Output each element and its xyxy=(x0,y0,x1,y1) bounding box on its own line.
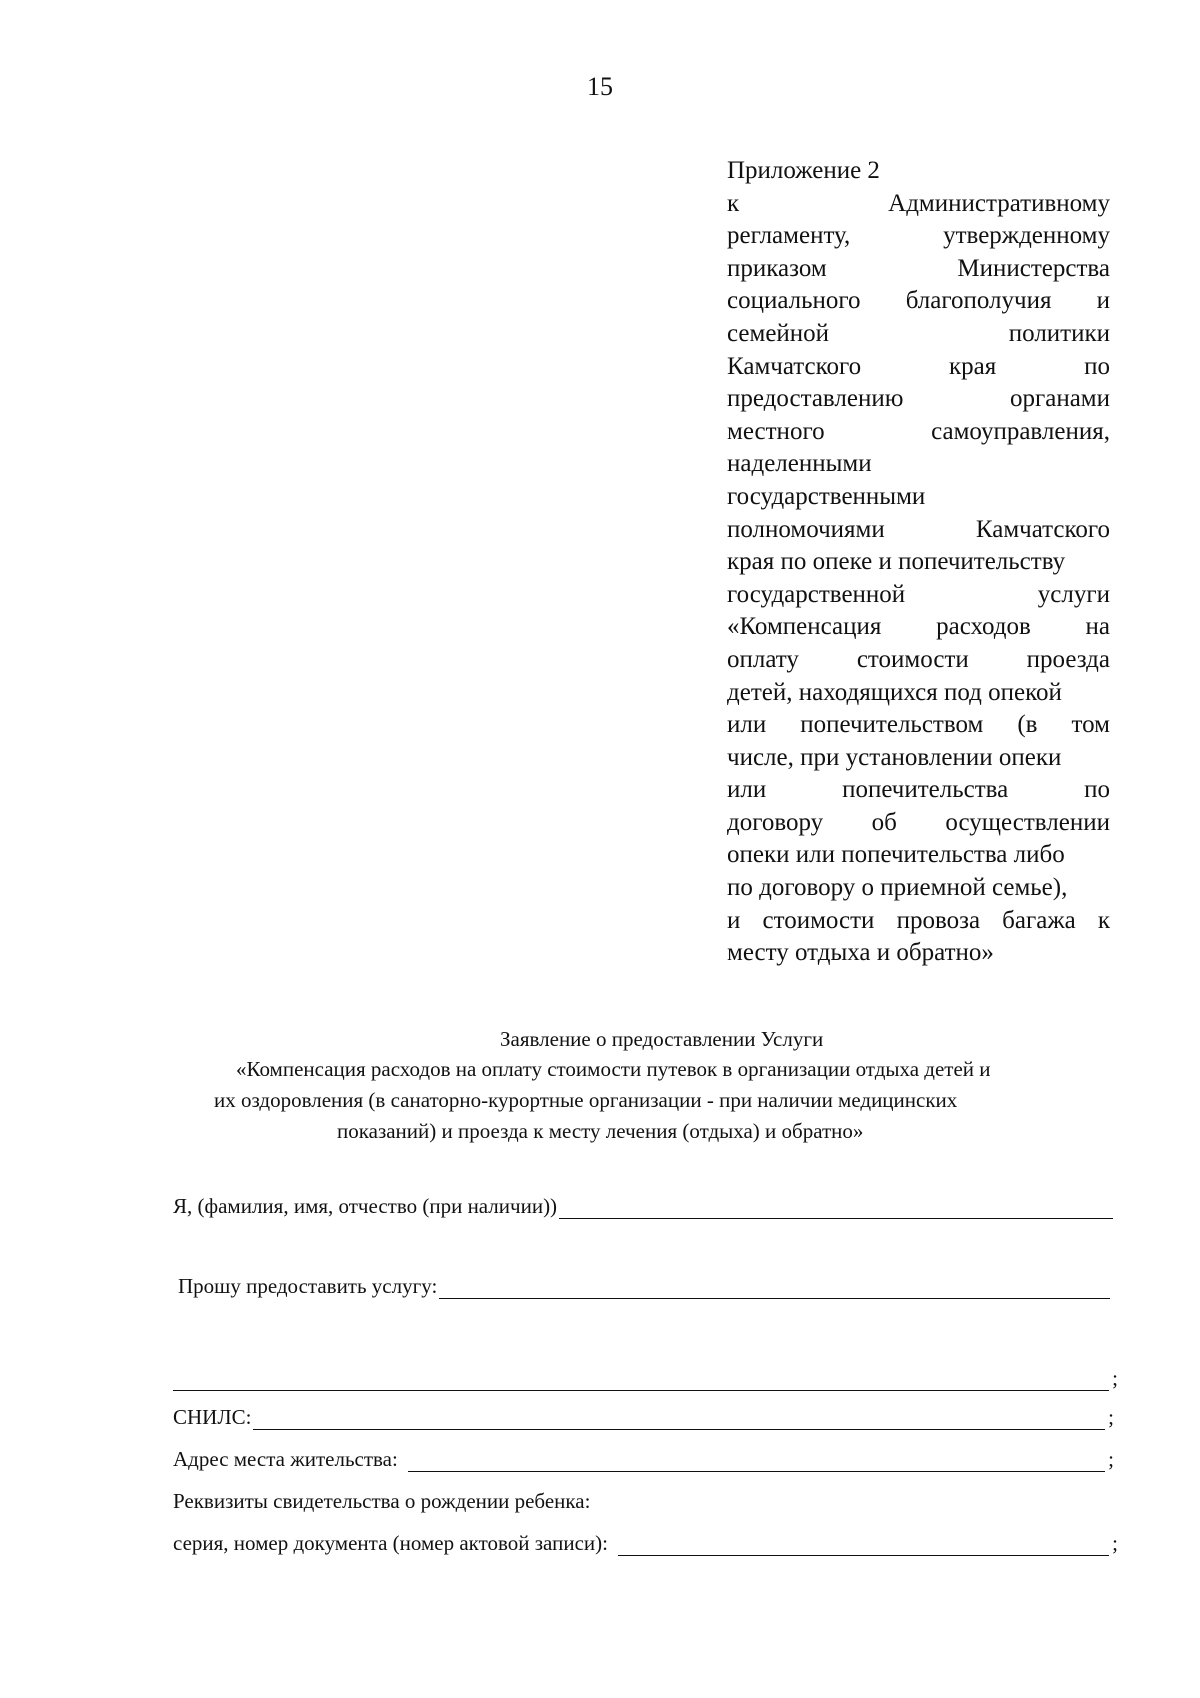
appendix-word: социального xyxy=(727,287,861,315)
statement-title-line-4: показаний) и проезда к месту лечения (отдыха) и обратно» xyxy=(337,1119,864,1143)
applicant-name-label: Я, (фамилия, имя, отчество (при наличии)) xyxy=(173,1194,558,1218)
appendix-line xyxy=(727,481,1110,514)
appendix-word: на xyxy=(1085,613,1110,641)
appendix-word: (в xyxy=(1017,711,1038,739)
appendix-line xyxy=(727,872,1110,905)
appendix-word: по xyxy=(1084,776,1110,804)
service-continuation-field[interactable] xyxy=(173,1368,1109,1391)
applicant-name-row xyxy=(173,1193,1113,1219)
appendix-word: договору xyxy=(727,808,824,836)
service-continuation-row xyxy=(173,1365,1118,1391)
snils-row xyxy=(173,1404,1114,1430)
appendix-line xyxy=(727,937,1110,970)
appendix-word: к xyxy=(1097,906,1110,934)
appendix-word: утвержденному xyxy=(943,222,1110,250)
appendix-line xyxy=(727,448,1110,481)
appendix-word: «Компенсация xyxy=(727,613,882,641)
appendix-line xyxy=(727,546,1110,579)
appendix-word: багажа xyxy=(1002,906,1076,934)
appendix-word: наделенными xyxy=(727,450,872,478)
appendix-word: том xyxy=(1071,711,1110,739)
service-request-row xyxy=(178,1273,1110,1299)
service-request-label: Прошу предоставить услугу: xyxy=(178,1274,438,1298)
appendix-word: провоза xyxy=(896,906,981,934)
appendix-word: по xyxy=(1084,352,1110,380)
birth-cert-row xyxy=(173,1488,873,1514)
appendix-line xyxy=(727,644,1110,677)
appendix-word: государственной xyxy=(727,580,906,608)
appendix-line xyxy=(727,774,1110,807)
appendix-word: попечительства xyxy=(842,776,1009,804)
page-number: 15 xyxy=(587,72,613,101)
address-label: Адрес места жительства: xyxy=(173,1447,398,1471)
appendix-word: детей, находящихся под опекой xyxy=(727,678,1062,706)
series-number-label: серия, номер документа (номер актовой записи): xyxy=(173,1531,608,1555)
appendix-word: или xyxy=(727,711,767,739)
appendix-line xyxy=(727,188,1110,221)
appendix-line xyxy=(727,155,1110,188)
appendix-line xyxy=(727,905,1110,938)
appendix-word: числе, при установлении опеки xyxy=(727,743,1062,771)
appendix-word: Камчатского xyxy=(727,352,862,380)
appendix-word: государственными xyxy=(727,482,926,510)
series-number-row xyxy=(173,1530,1118,1556)
appendix-word: регламенту, xyxy=(727,222,851,250)
semicolon: ; xyxy=(1112,1366,1118,1390)
appendix-line xyxy=(727,839,1110,872)
appendix-line xyxy=(727,677,1110,710)
appendix-word: стоимости xyxy=(762,906,875,934)
address-field[interactable] xyxy=(408,1449,1105,1472)
appendix-word: расходов xyxy=(936,613,1031,641)
appendix-line xyxy=(727,220,1110,253)
semicolon: ; xyxy=(1108,1447,1114,1471)
appendix-word: попечительством xyxy=(800,711,984,739)
statement-title-line-3: их оздоровления (в санаторно-курортные организации - при наличии медицинских xyxy=(214,1088,958,1112)
appendix-word: Министерства xyxy=(957,254,1110,282)
appendix-line xyxy=(727,351,1110,384)
appendix-word: органами xyxy=(1009,385,1110,413)
appendix-word: Административному xyxy=(888,189,1110,217)
appendix-word: семейной xyxy=(727,319,830,347)
appendix-word: услуги xyxy=(1037,580,1110,608)
appendix-line xyxy=(727,579,1110,612)
appendix-line xyxy=(727,416,1110,449)
snils-label: СНИЛС: xyxy=(173,1405,252,1429)
statement-title-line-1: Заявление о предоставлении Услуги xyxy=(500,1027,824,1051)
appendix-word: осуществлении xyxy=(945,808,1110,836)
appendix-word: проезда xyxy=(1026,645,1110,673)
appendix-line xyxy=(727,383,1110,416)
appendix-word: и xyxy=(727,906,741,934)
appendix-line xyxy=(727,807,1110,840)
appendix-word: стоимости xyxy=(856,645,969,673)
appendix-word: полномочиями xyxy=(727,515,885,543)
appendix-word: Камчатского xyxy=(975,515,1110,543)
appendix-word: благополучия xyxy=(905,287,1052,315)
appendix-block xyxy=(727,155,1110,970)
appendix-line xyxy=(727,253,1110,286)
appendix-word: месту отдыха и обратно» xyxy=(727,939,994,967)
snils-field[interactable] xyxy=(253,1407,1105,1430)
appendix-word: Приложение 2 xyxy=(727,157,880,184)
appendix-word: края по опеке и попечительству xyxy=(727,548,1066,576)
appendix-line xyxy=(727,611,1110,644)
statement-title-line-2: «Компенсация расходов на оплату стоимости путевок в организации отдыха детей и xyxy=(236,1057,991,1081)
appendix-word: местного xyxy=(727,417,825,445)
appendix-word: политики xyxy=(1008,319,1110,347)
birth-cert-label: Реквизиты свидетельства о рождении ребенка: xyxy=(173,1489,591,1513)
appendix-line xyxy=(727,285,1110,318)
semicolon: ; xyxy=(1112,1531,1118,1555)
appendix-line xyxy=(727,742,1110,775)
appendix-word: опеки или попечительства либо xyxy=(727,841,1065,869)
service-request-field[interactable] xyxy=(439,1276,1110,1299)
appendix-word: к xyxy=(727,189,740,217)
appendix-word: или xyxy=(727,776,767,804)
appendix-word: края xyxy=(948,352,997,380)
series-number-field[interactable] xyxy=(618,1533,1109,1556)
appendix-word: приказом xyxy=(727,254,827,282)
semicolon: ; xyxy=(1108,1405,1114,1429)
appendix-word: по договору о приемной семье), xyxy=(727,874,1068,902)
appendix-line xyxy=(727,318,1110,351)
appendix-line xyxy=(727,709,1110,742)
address-row xyxy=(173,1446,1114,1472)
appendix-line xyxy=(727,514,1110,547)
appendix-word: и xyxy=(1096,287,1110,315)
appendix-word: самоуправления, xyxy=(931,417,1110,445)
appendix-word: оплату xyxy=(727,645,799,673)
appendix-word: предоставлению xyxy=(727,385,904,413)
applicant-name-field[interactable] xyxy=(559,1196,1113,1219)
appendix-word: об xyxy=(871,808,897,836)
